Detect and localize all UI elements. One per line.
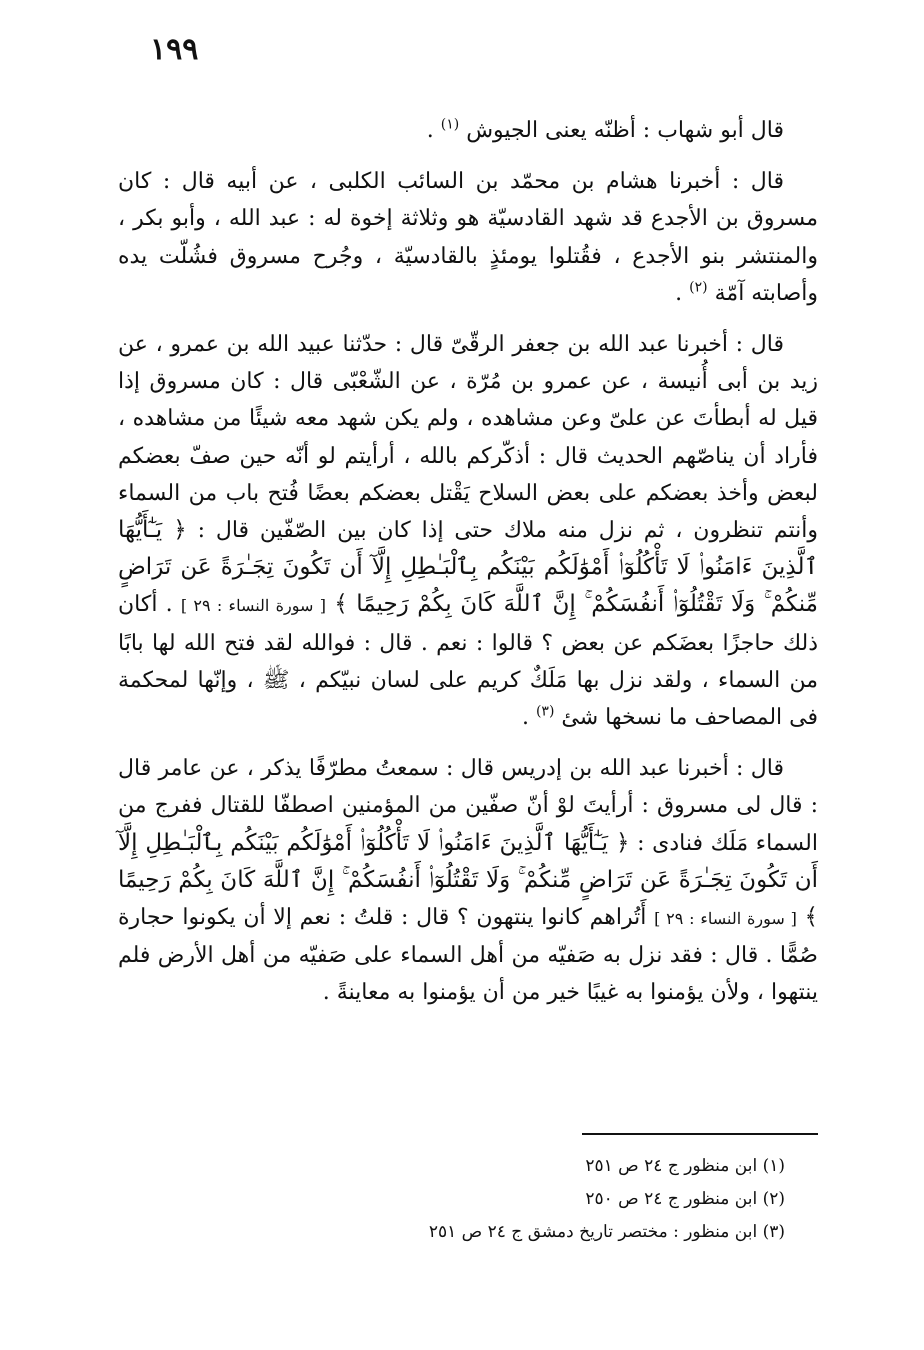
paragraph-1: [118, 112, 818, 149]
footnote-2: (٢) ابن منظور ج ٢٤ ص ٢٥٠: [585, 1189, 785, 1209]
paragraph-continuation: أَتُراهم كانوا ينتهون ؟ قال : قلتُ : نعم إلا أن يكونوا حجارة صُمًّا . قال : فقد نزل به صَفيّه من أهل السماء على صَفيّه من أهل الأرض فلم ينتهوا ، ولأن يؤمنوا به غيبًا خير من أن يؤمنوا به معاينةً .: [118, 905, 818, 1006]
footnote-3: (٣) ابن منظور : مختصر تاريخ دمشق ج ٢٤ ص ٢٥١: [428, 1222, 785, 1242]
footnote-divider: [582, 1133, 818, 1135]
footnote-marker: (٢): [689, 279, 708, 296]
paragraph-3: [118, 326, 818, 736]
paragraph-tail: .: [675, 280, 683, 306]
paragraph-4: [118, 750, 818, 1011]
paragraph-text: قال : أخبرنا هشام بن محمّد بن السائب الكلبى ، عن أبيه قال : كان مسروق بن الأجدع قد شهد القادسيّة هو وثلاثة إخوة له : عبد الله ، وأبو بكر ، والمنتشر بنو الأجدع ، فقُتلوا يومئذٍ بالقادسيّة ، وجُرح مسروق فشُلّت يده وأصابته آمّة: [118, 169, 818, 306]
paragraph-tail: .: [426, 118, 434, 143]
quran-verse: ﴿ يَـٰٓأَيُّهَا ٱلَّذِينَ ءَامَنُوا۟ لَا تَأْكُلُوٓا۟ أَمْوَٰلَكُم بَيْنَكُم بِٱلْبَـٰطِلِ إِلَّآ أَن تَكُونَ تِجَـٰرَةً عَن تَرَاضٍ مِّنكُمْ ۚ وَلَا تَقْتُلُوٓا۟ أَنفُسَكُمْ ۚ إِنَّ ٱللَّهَ كَانَ بِكُمْ رَحِيمًا ﴾: [118, 829, 819, 931]
paragraph-text: قال : أخبرنا عبد الله بن جعفر الرقّىّ قال : حدّثنا عبيد الله بن عمرو ، عن زيد بن أبى أُنيسة ، عن عمرو بن مُرّة ، عن الشّعْبّى قال : كان مسروق إذا قيل له أبطأتَ عن علىّ وعن مشاهده ، ولم يكن شهد معه شيئًا من مشاهده ، فأراد أن يناصّهم الحديث قال : أذكّركم بالله ، أرأيتم لو أنّه حين صفّ بعضكم لبعض وأخذ بعضكم على بعض السلاح يَقْتل بعضكم بعضًا فُتح باب من السماء وأنتم تنظرون ، ثم نزل منه ملاك حتى إذا كان بين الصّفّين قال :: [118, 332, 818, 544]
footnote-marker: (٣): [535, 703, 555, 720]
paragraph-continuation: . أكان ذلك حاجزًا بعضَكم عن بعض ؟ قالوا : نعم . قال : فوالله لقد فتح الله لها بابًا من السماء ، ولقد نزل بها مَلَكٌ كريم على لسان نبيّكم ، ﷺ ، وإنّها لمحكمة فى المصاحف ما نسخها شئ: [118, 592, 818, 731]
surah-reference: [ سورة النساء : ٢٩ ]: [654, 909, 797, 929]
footnote-marker: (١): [440, 116, 460, 133]
quran-verse: ﴿ يَـٰٓأَيُّهَا ٱلَّذِينَ ءَامَنُوا۟ لَا تَأْكُلُوٓا۟ أَمْوَٰلَكُم بَيْنَكُم بِٱلْبَـٰطِلِ إِلَّآ أَن تَكُونَ تِجَـٰرَةً عَن تَرَاضٍ مِّنكُمْ ۚ وَلَا تَقْتُلُوٓا۟ أَنفُسَكُمْ ۚ إِنَّ ٱللَّهَ كَانَ بِكُمْ رَحِيمًا ﴾: [118, 517, 818, 618]
paragraph-text: قال أبو شهاب : أظنّه يعنى الجيوش: [466, 118, 784, 143]
page-number: ١٩٩: [150, 32, 199, 67]
paragraph-text: قال : أخبرنا عبد الله بن إدريس قال : سمعتُ مطرّفًا يذكر ، عن عامر قال : قال لى مسروق : أرأيتَ لوْ أنّ صفّين من المؤمنين اصطفّا للقتال ففرج من السماء مَلَك فنادى :: [118, 756, 818, 856]
main-text: [118, 112, 818, 1026]
paragraph-tail: .: [521, 705, 529, 731]
paragraph-2: [118, 163, 818, 312]
footnotes: [300, 1150, 785, 1249]
footnote-1: (١) ابن منظور ج ٢٤ ص ٢٥١: [585, 1156, 785, 1176]
surah-reference: [ سورة النساء : ٢٩ ]: [180, 596, 326, 616]
